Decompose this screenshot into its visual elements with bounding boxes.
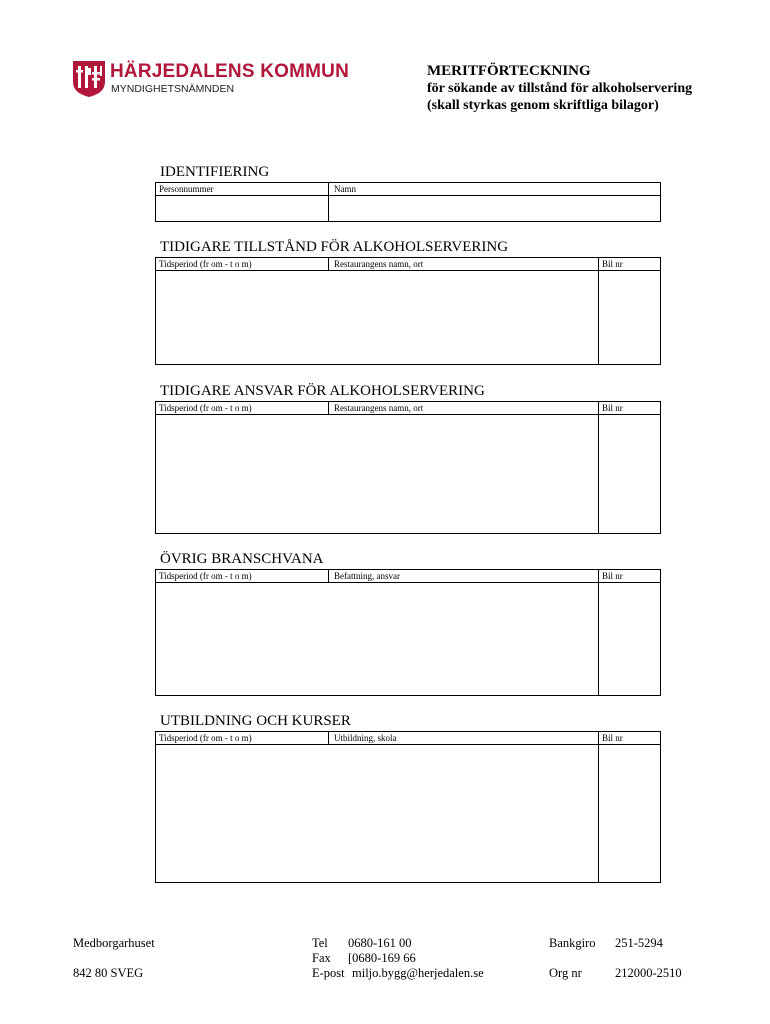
footer-address-2: 842 80 SVEG	[73, 966, 144, 980]
section-title-identifiering: IDENTIFIERING	[160, 164, 270, 180]
form-title-block	[427, 63, 692, 114]
footer-fax-label: Fax	[312, 951, 331, 965]
tidsperiod-label: Tidsperiod (fr om - t o m)	[159, 571, 252, 581]
befattning-label: Befattning, ansvar	[334, 571, 400, 581]
tidsperiod-label: Tidsperiod (fr om - t o m)	[159, 403, 252, 413]
utbildning-label: Utbildning, skola	[334, 733, 397, 743]
footer-tel-label: Tel	[312, 936, 328, 950]
bilnr-label: Bil nr	[602, 571, 623, 581]
footer-email-value[interactable]: miljo.bygg@herjedalen.se	[352, 966, 484, 980]
branschvana-bilnr-area[interactable]	[599, 583, 660, 695]
footer-orgnr-label: Org nr	[549, 966, 582, 980]
ansvar-entry-area[interactable]	[156, 415, 598, 533]
section-title-ansvar: TIDIGARE ANSVAR FÖR ALKOHOLSERVERING	[160, 383, 485, 399]
footer-fax-value: [0680-169 66	[348, 951, 416, 965]
column-divider	[328, 732, 329, 745]
org-name: HÄRJEDALENS KOMMUN	[110, 61, 349, 82]
bilnr-label: Bil nr	[602, 259, 623, 269]
footer-tel-value: 0680-161 00	[348, 936, 412, 950]
tidsperiod-label: Tidsperiod (fr om - t o m)	[159, 259, 252, 269]
footer-bankgiro-label: Bankgiro	[549, 936, 596, 950]
column-divider	[328, 402, 329, 415]
tillstand-entry-area[interactable]	[156, 271, 598, 364]
identification-header-row	[156, 183, 660, 196]
tillstand-bilnr-area[interactable]	[599, 271, 660, 364]
coat-of-arms-icon	[72, 60, 106, 98]
section-title-branschvana: ÖVRIG BRANSCHVANA	[160, 551, 324, 567]
footer-email-label: E-post	[312, 966, 345, 980]
branschvana-entry-area[interactable]	[156, 583, 598, 695]
bilnr-label: Bil nr	[602, 403, 623, 413]
personnummer-label: Personnummer	[159, 184, 214, 194]
personnummer-field[interactable]	[156, 196, 328, 221]
utbildning-entry-area[interactable]	[156, 745, 598, 882]
bilnr-label: Bil nr	[602, 733, 623, 743]
restaurang-label: Restaurangens namn, ort	[334, 403, 424, 413]
footer-orgnr-value: 212000-2510	[615, 966, 682, 980]
utbildning-table	[155, 731, 661, 883]
footer-bankgiro-value: 251-5294	[615, 936, 663, 950]
utbildning-bilnr-area[interactable]	[599, 745, 660, 882]
ansvar-bilnr-area[interactable]	[599, 415, 660, 533]
section-title-tillstand: TIDIGARE TILLSTÅND FÖR ALKOHOLSERVERING	[160, 239, 509, 255]
org-unit: MYNDIGHETSNÄMNDEN	[111, 83, 235, 95]
footer-address-1: Medborgarhuset	[73, 936, 155, 950]
form-subtitle-note: (skall styrkas genom skriftliga bilagor)	[427, 98, 659, 113]
branschvana-table	[155, 569, 661, 696]
namn-label: Namn	[334, 184, 356, 194]
column-divider	[328, 570, 329, 583]
column-divider	[328, 258, 329, 271]
form-subtitle: för sökande av tillstånd för alkoholservering	[427, 81, 693, 96]
municipality-logo	[72, 60, 349, 100]
tillstand-table	[155, 257, 661, 365]
tidsperiod-label: Tidsperiod (fr om - t o m)	[159, 733, 252, 743]
restaurang-label: Restaurangens namn, ort	[334, 259, 424, 269]
namn-field[interactable]	[329, 196, 660, 221]
ansvar-table	[155, 401, 661, 534]
form-title: MERITFÖRTECKNING	[427, 63, 591, 79]
section-title-utbildning: UTBILDNING OCH KURSER	[160, 713, 351, 729]
identification-table	[155, 182, 661, 222]
